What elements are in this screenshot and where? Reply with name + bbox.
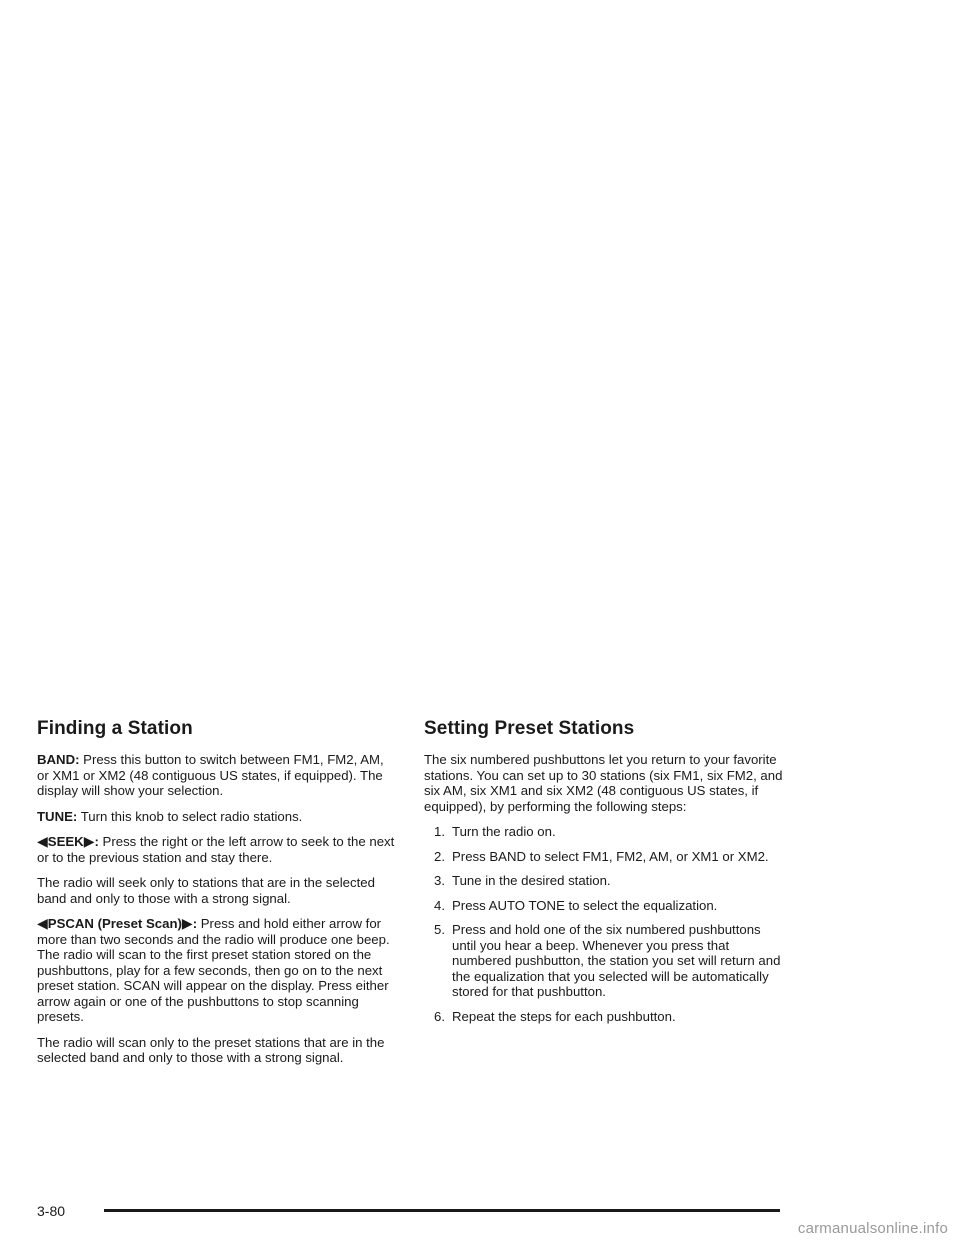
seek-term: SEEK: [47, 834, 84, 849]
section-title: Finding a Station: [37, 718, 193, 739]
list-item: [424, 873, 784, 889]
step-number: 4.: [434, 897, 445, 913]
step-number: 3.: [434, 873, 445, 888]
right-arrow-icon: ▶: [83, 833, 95, 849]
left-arrow-icon: ◀: [37, 915, 48, 931]
list-item: [424, 922, 784, 1000]
list-item: [424, 1009, 784, 1025]
step-text: Turn the radio on.: [452, 824, 556, 839]
step-number: 1.: [434, 824, 445, 839]
seek-colon: :: [94, 834, 99, 849]
section-finding-a-station: [37, 718, 397, 1076]
pscan-term: PSCAN (Preset Scan): [47, 916, 182, 931]
section-setting-preset-stations: [424, 718, 784, 1033]
left-arrow-icon: ◀: [37, 833, 48, 849]
preset-steps-list: [424, 824, 784, 1024]
seek-note: The radio will seek only to stations that are in the selected band and only to those with a strong signal.: [37, 875, 375, 906]
pscan-paragraph: [37, 916, 397, 1025]
step-text: Tune in the desired station.: [452, 873, 611, 888]
seek-paragraph: [37, 834, 397, 865]
seek-text: Press the right or the left arrow to seek to the next or to the previous station and stay there.: [37, 834, 395, 865]
preset-intro: The six numbered pushbuttons let you return to your favorite stations. You can set up to 30 stations (six FM1, six FM2, and six AM, six XM1 and six XM2 (48 contiguous US states, if equipped), by performing the following steps:: [424, 752, 783, 814]
tune-paragraph: [37, 809, 397, 825]
step-text: Press BAND to select FM1, FM2, AM, or XM1 or XM2.: [452, 848, 769, 864]
watermark: carmanualsonline.info: [797, 1220, 948, 1237]
pscan-note: The radio will scan only to the preset stations that are in the selected band and only to those with a strong signal.: [37, 1034, 385, 1065]
page-number: 3-80: [37, 1203, 66, 1219]
step-text: Press AUTO TONE to select the equalization.: [452, 897, 718, 913]
list-item: [424, 849, 784, 865]
step-number: 5.: [434, 922, 445, 937]
footer-divider: [104, 1209, 780, 1212]
section-title: Setting Preset Stations: [424, 718, 635, 739]
step-number: 6.: [434, 1008, 445, 1024]
right-arrow-icon: ▶: [181, 915, 193, 931]
list-item: [424, 824, 784, 840]
tune-text: Turn this knob to select radio stations.: [77, 808, 303, 824]
tune-term: TUNE:: [37, 808, 78, 824]
step-text: Press and hold one of the six numbered pushbuttons until you hear a beep. Whenever you press that numbered pushbutton, the station you set will return and the equalization that you selected will be automatically stored for that pushbutton.: [452, 922, 781, 999]
list-item: [424, 898, 784, 914]
band-text: Press this button to switch between FM1, FM2, AM, or XM1 or XM2 (48 contiguous US states, if equipped). The display will show your selection.: [37, 752, 384, 798]
band-paragraph: [37, 752, 397, 799]
step-text: Repeat the steps for each pushbutton.: [452, 1008, 676, 1024]
band-term: BAND:: [37, 752, 80, 767]
step-number: 2.: [434, 848, 445, 864]
pscan-text: Press and hold either arrow for more than two seconds and the radio will produce one beep. The radio will scan to the first preset station stored on the pushbuttons, play for a few seconds, then go on to the next preset station. SCAN will appear on the display. Press either arrow again or one of the pushbuttons to stop scanning presets.: [37, 916, 390, 1024]
pscan-colon: :: [192, 916, 198, 931]
